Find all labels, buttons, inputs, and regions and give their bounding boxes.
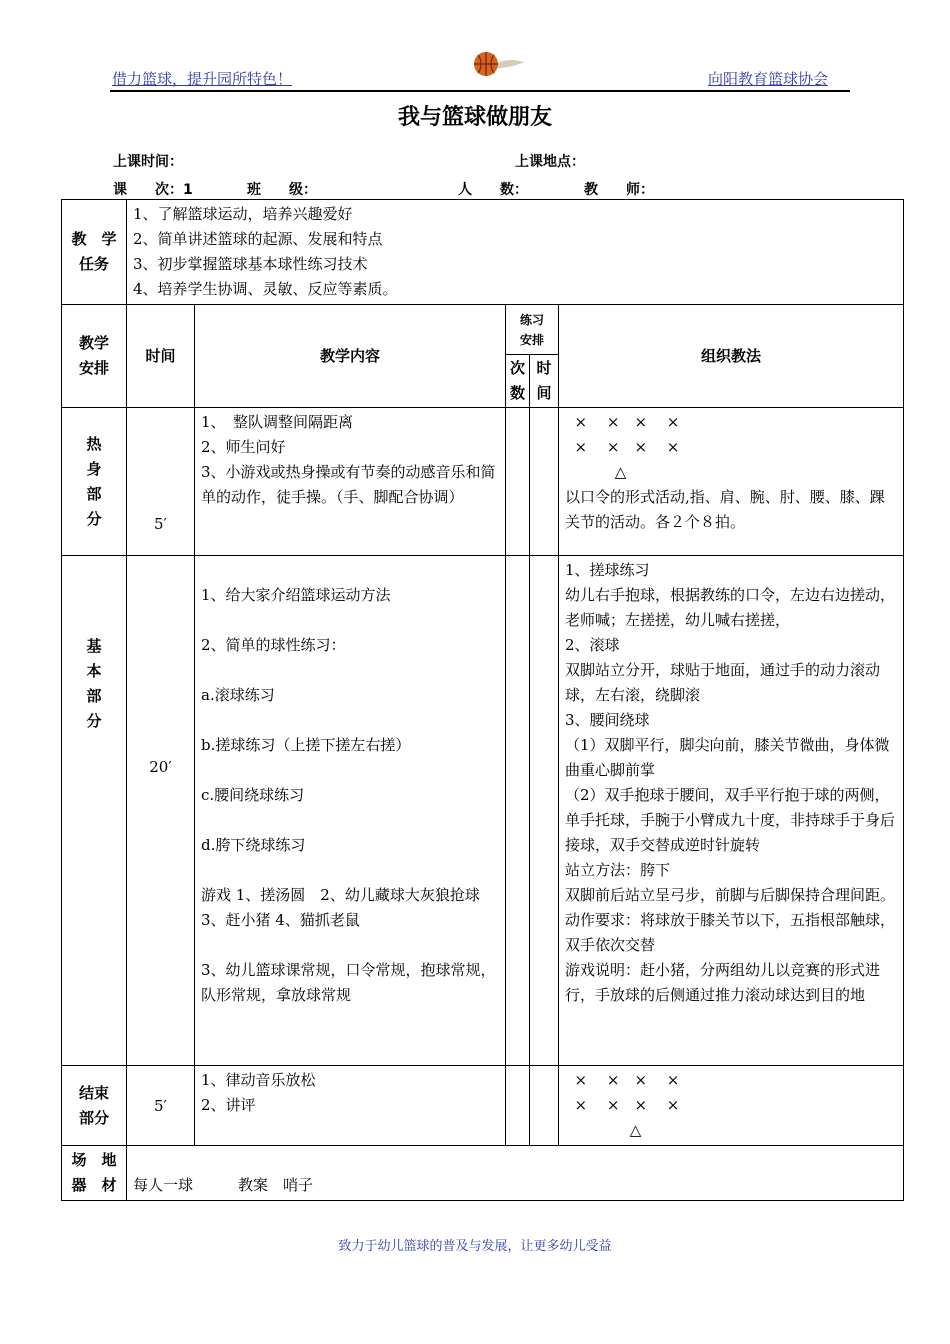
warmup-method: × × × × × × × × △ 以口令的形式活动,指、肩、腕、肘、腰、膝、踝关节的活动。各２个８拍。 (559, 408, 904, 556)
basic-label: 基 本 部 分 (62, 556, 127, 1066)
ending-content: 1、律动音乐放松 2、讲评 (195, 1066, 506, 1146)
warmup-content: 1、 整队调整间隔距离 2、师生问好 3、小游戏或热身操或有节奏的动感音乐和简单的动作，徒手操。（手、脚配合协调） (195, 408, 506, 556)
time-header: 时间 (127, 305, 195, 408)
count-header: 次 数 (506, 355, 530, 408)
arrangement-header: 教学 安排 (62, 305, 127, 408)
practice-header: 练习 安排 (506, 305, 559, 355)
class-label: 班 级： (247, 182, 317, 198)
tasks-text: 1、了解篮球运动，培养兴趣爱好 2、简单讲述篮球的起源、发展和特点 3、初步掌握篮球基本球性练习技术 4、培养学生协调、灵敏、反应等素质。 (127, 200, 904, 305)
header-organization: 向阳教育篮球协会 (708, 70, 829, 88)
header-divider (110, 90, 850, 92)
class-time-label: 上课时间： (113, 154, 183, 170)
ending-method: × × × × × × × × △ (559, 1066, 904, 1146)
equipment-label: 场 地 器 材 (62, 1146, 127, 1201)
practice-time-header: 时 间 (530, 355, 559, 408)
lesson-plan-table (61, 199, 904, 1201)
basic-time: 20′ (127, 556, 195, 1066)
warmup-label: 热 身 部 分 (62, 408, 127, 556)
warmup-practice-time (530, 408, 559, 556)
equipment-row (62, 1146, 904, 1201)
basic-content: 1、给大家介绍篮球运动方法 2、简单的球性练习： a.滚球练习 b.搓球练习（上搓下搓左右搓） c.腰间绕球练习 d.胯下绕球练习 游戏 1、搓汤圆 2、幼儿藏球大灰狼抢球 3、赶小猪 4、猫抓老鼠 3、幼儿篮球课常规，口令常规，抱球常规，队形常规，拿放球常规 (195, 556, 506, 1066)
content-header: 教学内容 (195, 305, 506, 408)
header-slogan: 借力篮球，提升园所特色！ (112, 70, 293, 88)
basic-practice-time (530, 556, 559, 1066)
class-place-label: 上课地点： (515, 154, 585, 170)
method-header: 组织教法 (559, 305, 904, 408)
people-count-label: 人 数： (458, 182, 528, 198)
basic-row (62, 556, 904, 1066)
ending-row (62, 1066, 904, 1146)
page-title: 我与篮球做朋友 (397, 105, 552, 130)
ending-count (506, 1066, 530, 1146)
tasks-label: 教 学 任务 (62, 200, 127, 305)
lesson-number-label: 课 次：1 (113, 182, 193, 198)
ending-time: 5′ (127, 1066, 195, 1146)
ending-label: 结束 部分 (62, 1066, 127, 1146)
page-footer: 致力于幼儿篮球的普及与发展，让更多幼儿受益 (338, 1239, 612, 1254)
tasks-row (62, 200, 904, 305)
equipment-text: 每人一球 教案 哨子 (127, 1146, 904, 1201)
basketball-logo (470, 50, 524, 78)
column-header-row (62, 305, 904, 355)
warmup-count (506, 408, 530, 556)
ending-practice-time (530, 1066, 559, 1146)
warmup-time: 5′ (127, 408, 195, 556)
basic-method: 1、搓球练习 幼儿右手抱球，根据教练的口令，左边右边搓动，老师喊；左搓搓，幼儿喊右搓搓， 2、滚球 双脚站立分开，球贴于地面，通过手的动力滚动球，左右滚，绕脚滚 3、腰间绕球 （1）双脚平行，脚尖向前，膝关节微曲，身体微曲重心脚前掌 （2）双手抱球于腰间，双手平行抱于球的两侧，单手托球，手腕于小臂成九十度，非持球手于身后接球，双手交替成逆时针旋转 站立方法：胯下 双脚前后站立呈弓步，前脚与后脚保持合理间距。 动作要求：将球放于膝关节以下，五指根部触球，双手依次交替 游戏说明：赶小猪，分两组幼儿以竞赛的形式进行，手放球的后侧通过推力滚动球达到目的地 (559, 556, 904, 1066)
warmup-row (62, 408, 904, 556)
teacher-label: 教 师： (584, 182, 654, 198)
basic-count (506, 556, 530, 1066)
